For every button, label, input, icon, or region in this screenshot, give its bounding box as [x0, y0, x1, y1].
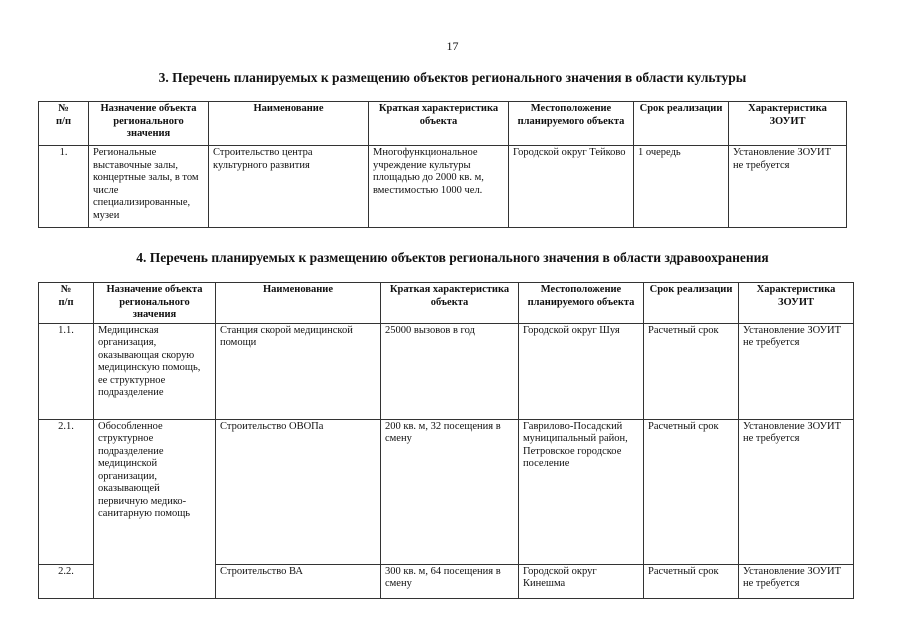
cell-number: 2.1.	[39, 419, 94, 564]
col-header-description: Краткая характеристика объекта	[369, 102, 509, 146]
table-header-row	[39, 283, 854, 324]
col-header-term: Срок реализации	[644, 283, 739, 324]
cell-term: Расчетный срок	[644, 419, 739, 564]
page-number: 17	[446, 39, 459, 53]
cell-description: 200 кв. м, 32 посещения в смену	[381, 419, 519, 564]
cell-name: Строительство центра культурного развития	[209, 146, 369, 228]
cell-description: 25000 вызовов в год	[381, 323, 519, 419]
cell-zouit: Установление ЗОУИТ не требуется	[739, 419, 854, 564]
col-header-description: Краткая характеристика объекта	[381, 283, 519, 324]
cell-location: Городской округ Шуя	[519, 323, 644, 419]
cell-name: Станция скорой медицинской помощи	[216, 323, 381, 419]
cell-name: Строительство ВА	[216, 564, 381, 598]
cell-zouit: Установление ЗОУИТ не требуется	[739, 323, 854, 419]
col-header-zouit: Характеристика ЗОУИТ	[729, 102, 847, 146]
cell-description: Многофункциональное учреждение культуры площадью до 2000 кв. м, вместимостью 1000 чел.	[369, 146, 509, 228]
cell-term: Расчетный срок	[644, 323, 739, 419]
culture-objects-table	[38, 101, 847, 228]
health-objects-table	[38, 282, 854, 599]
cell-zouit: Установление ЗОУИТ не требуется	[729, 146, 847, 228]
cell-purpose: Медицинская организация, оказывающая скорую медицинскую помощь, ее структурное подразделение	[94, 323, 216, 419]
cell-term: Расчетный срок	[644, 564, 739, 598]
col-header-name: Наименование	[209, 102, 369, 146]
col-header-location: Местоположение планируемого объекта	[519, 283, 644, 324]
table-row	[39, 323, 854, 419]
cell-location: Городской округ Тейково	[509, 146, 634, 228]
cell-zouit: Установление ЗОУИТ не требуется	[739, 564, 854, 598]
col-header-zouit: Характеристика ЗОУИТ	[739, 283, 854, 324]
cell-purpose: Обособленное структурное подразделение медицинской организации, оказывающей первичную медико-санитарную помощь	[94, 419, 216, 598]
col-header-number: № п/п	[39, 102, 89, 146]
table-header-row	[39, 102, 847, 146]
col-header-term: Срок реализации	[634, 102, 729, 146]
cell-term: 1 очередь	[634, 146, 729, 228]
table-row	[39, 419, 854, 564]
cell-number: 1.	[39, 146, 89, 228]
col-header-name: Наименование	[216, 283, 381, 324]
table-row	[39, 146, 847, 228]
col-header-purpose: Назначение объекта регионального значения	[89, 102, 209, 146]
health-section-heading: 4. Перечень планируемых к размещению объектов регионального значения в области здравоохранения	[136, 250, 769, 265]
cell-number: 1.1.	[39, 323, 94, 419]
cell-purpose: Региональные выставочные залы, концертные залы, в том числе специализированные, музеи	[89, 146, 209, 228]
col-header-purpose: Назначение объекта регионального значения	[94, 283, 216, 324]
cell-description: 300 кв. м, 64 посещения в смену	[381, 564, 519, 598]
cell-name: Строительство ОВОПа	[216, 419, 381, 564]
col-header-number: № п/п	[39, 283, 94, 324]
cell-number: 2.2.	[39, 564, 94, 598]
culture-section-heading: 3. Перечень планируемых к размещению объектов регионального значения в области культуры	[158, 70, 747, 85]
col-header-location: Местоположение планируемого объекта	[509, 102, 634, 146]
cell-location: Гаврилово-Посадский муниципальный район, Петровское городское поселение	[519, 419, 644, 564]
cell-location: Городской округ Кинешма	[519, 564, 644, 598]
